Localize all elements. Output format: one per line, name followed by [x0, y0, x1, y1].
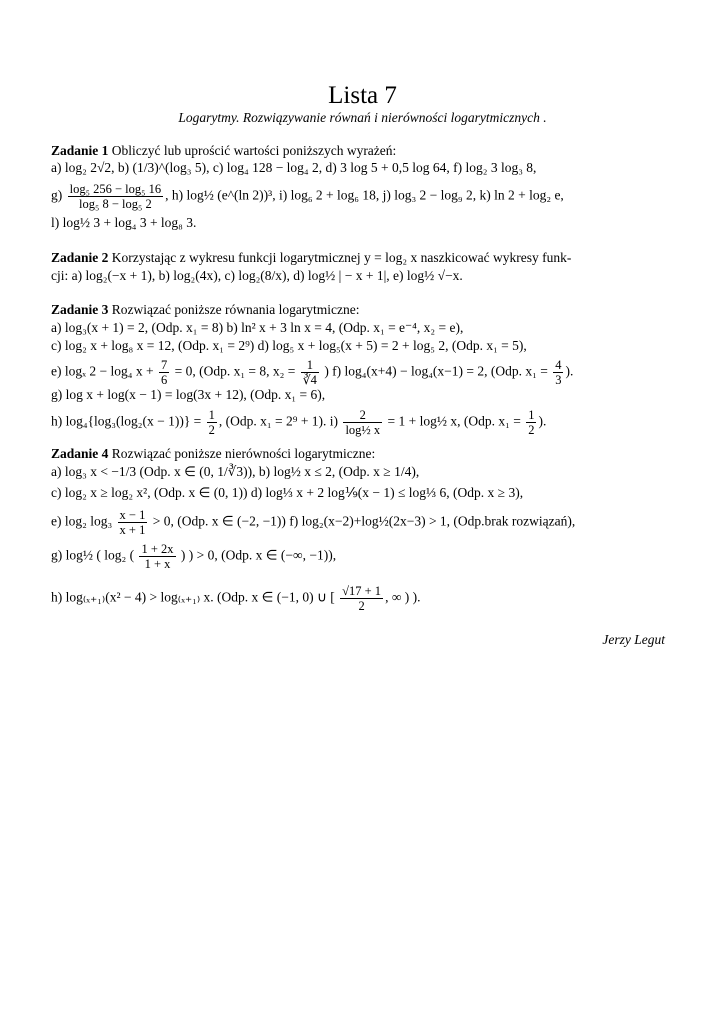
zadanie4-h-fraction [340, 584, 383, 613]
zadanie3-line-h [51, 408, 671, 437]
zadanie1-line-l: l) log½ 3 + log₄ 3 + log₈ 3. [51, 215, 197, 230]
zadanie4-line-a: a) log₃ x < −1/3 (Odp. x ∈ (0, 1/∛3)), b) log½ x ≤ 2, (Odp. x ≥ 1/4), [51, 464, 420, 479]
zadanie3-i-numerator: 2 [343, 408, 382, 423]
zadanie1-line-g-rest: , h) log½ (e^(ln 2))³, i) log₆ 2 + log₆ 18, j) log₃ 2 − log₉ 2, k) ln 2 + log₂ e, [165, 187, 564, 203]
zadanie4-line-c: c) log₂ x ≥ log₂ x², (Odp. x ∈ (0, 1)) d) log⅓ x + 2 log⅑(x − 1) ≤ log⅓ 6, (Odp. x ≥ 3), [51, 485, 524, 500]
zadanie3-e-numerator2: 1 [301, 358, 319, 373]
zadanie3-i-denominator: log½ x [345, 423, 381, 437]
zadanie4-h-pre: h) log₍ₓ₊₁₎(x² − 4) > log₍ₓ₊₁₎ x. (Odp. x ∈ (−1, 0) ∪ [ [51, 589, 335, 605]
zadanie4-g-numerator: 1 + 2x [141, 542, 174, 556]
zadanie3-i-fraction2 [526, 408, 536, 437]
zadanie1-g-denominator: log₅ 8 − log₅ 2 [79, 197, 152, 211]
zadanie1-intro [51, 143, 671, 159]
zadanie3-i-mid: = 1 + log½ x, (Odp. x₁ = [387, 413, 521, 429]
author-signature: Jerzy Legut [602, 632, 665, 647]
zadanie4-h-numerator: √17 + 1 [342, 584, 382, 598]
zadanie1-line-g [51, 182, 671, 211]
zadanie4-h-post: , ∞ ) ). [385, 589, 421, 605]
zadanie3-i-numerator2: 1 [528, 408, 535, 422]
zadanie4-g-denominator: 1 + x [144, 557, 171, 571]
zadanie3-h-denominator: 2 [208, 423, 215, 437]
zadanie1-g-label: g) [51, 187, 63, 203]
zadanie1-g-fraction [68, 182, 163, 211]
zadanie3-line-g: g) log x + log(x − 1) = log(3x + 12), (Odp. x₁ = 6), [51, 387, 326, 402]
zadanie3-e-numerator: 7 [160, 358, 168, 372]
zadanie3-h-numerator: 1 [208, 408, 215, 422]
zadanie4-h-denominator: 2 [358, 599, 365, 613]
zadanie4-e-numerator: x − 1 [119, 508, 146, 522]
zadanie3-e-denominator: 6 [160, 373, 168, 387]
zadanie3-line-c: c) log₂ x + log₈ x = 12, (Odp. x₁ = 2⁹) d) log₅ x + log₅(x + 5) = 2 + log₅ 2, (Odp. x₁ = 5), [51, 338, 527, 353]
zadanie1-g-numerator: log₅ 256 − log₅ 16 [69, 182, 162, 196]
zadanie4-g-fraction [139, 542, 175, 571]
zadanie3-e-mid: = 0, (Odp. x₁ = 8, x₂ = [174, 363, 296, 379]
zadanie2-line1 [51, 250, 671, 266]
zadanie4-line-e [51, 508, 671, 537]
zadanie3-h-fraction [207, 408, 217, 437]
zadanie4-intro-text: Rozwiązać poniższe nierówności logarytmiczne: [111, 446, 376, 461]
zadanie3-e-fraction2 [301, 358, 319, 387]
zadanie4-e-post: > 0, (Odp. x ∈ (−2, −1)) f) log₂(x−2)+log½(2x−3) > 1, (Odp.brak rozwiązań), [152, 513, 576, 529]
zadanie3-intro [51, 302, 671, 318]
page-title: Lista 7 [328, 82, 397, 109]
zadanie4-g-post: ) ) > 0, (Odp. x ∈ (−∞, −1)), [180, 547, 337, 563]
zadanie3-e-denominator2: ∛4 [302, 373, 317, 387]
zadanie2-heading: Zadanie 2 [51, 250, 109, 265]
zadanie4-line-g [51, 542, 671, 571]
zadanie3-e-pre: e) logₓ 2 − log₄ x + [51, 363, 154, 379]
zadanie1-intro-text: Obliczyć lub uprościć wartości poniższych wyrażeń: [111, 143, 397, 158]
zadanie3-heading: Zadanie 3 [51, 302, 109, 317]
zadanie3-line-a: a) log₃(x + 1) = 2, (Odp. x₁ = 8) b) ln² x + 3 ln x = 4, (Odp. x₁ = e⁻⁴, x₂ = e), [51, 320, 464, 335]
page-subtitle: Logarytmy. Rozwiązywanie równań i nierówności logarytmicznych . [178, 110, 547, 125]
zadanie3-i-fraction [343, 408, 382, 437]
zadanie3-h-pre: h) log₄{log₃(log₂(x − 1))} = [51, 413, 202, 429]
zadanie3-f-numerator: 4 [555, 358, 562, 372]
zadanie2-line2: cji: a) log₂(−x + 1), b) log₂(4x), c) log₂(8/x), d) log½ | − x + 1|, e) log½ √−x. [51, 268, 463, 283]
zadanie4-line-h [51, 584, 671, 613]
zadanie3-f-denominator: 3 [555, 373, 562, 387]
zadanie3-intro-text: Rozwiązać poniższe równania logarytmiczne: [111, 302, 360, 317]
zadanie3-line-e [51, 358, 671, 387]
zadanie4-e-fraction [118, 508, 148, 537]
zadanie4-e-pre: e) log₂ log₃ [51, 513, 113, 529]
zadanie1-heading: Zadanie 1 [51, 143, 109, 158]
zadanie3-i-denominator2: 2 [528, 423, 535, 437]
zadanie3-e-post: ) f) log₄(x+4) − log₄(x−1) = 2, (Odp. x₁ = [324, 363, 548, 379]
zadanie1-line-a: a) log₂ 2√2, b) (1/3)^(log₃ 5), c) log₄ 128 − log₄ 2, d) 3 log 5 + 0,5 log 64, f) log₂ 3 log₃ 8, [51, 160, 537, 175]
zadanie3-f-fraction [553, 358, 563, 387]
zadanie4-intro [51, 446, 671, 462]
zadanie3-i-post: ). [538, 413, 547, 429]
zadanie4-heading: Zadanie 4 [51, 446, 109, 461]
zadanie3-f-post: ). [565, 363, 574, 379]
zadanie3-h-mid: , (Odp. x₁ = 2⁹ + 1). i) [218, 413, 339, 429]
zadanie3-e-fraction [159, 358, 169, 387]
zadanie4-e-denominator: x + 1 [119, 523, 146, 537]
zadanie4-g-pre: g) log½ ( log₂ ( [51, 547, 135, 563]
zadanie2-line1-text: Korzystając z wykresu funkcji logarytmicznej y = log₂ x naszkicować wykresy funk- [111, 250, 572, 265]
